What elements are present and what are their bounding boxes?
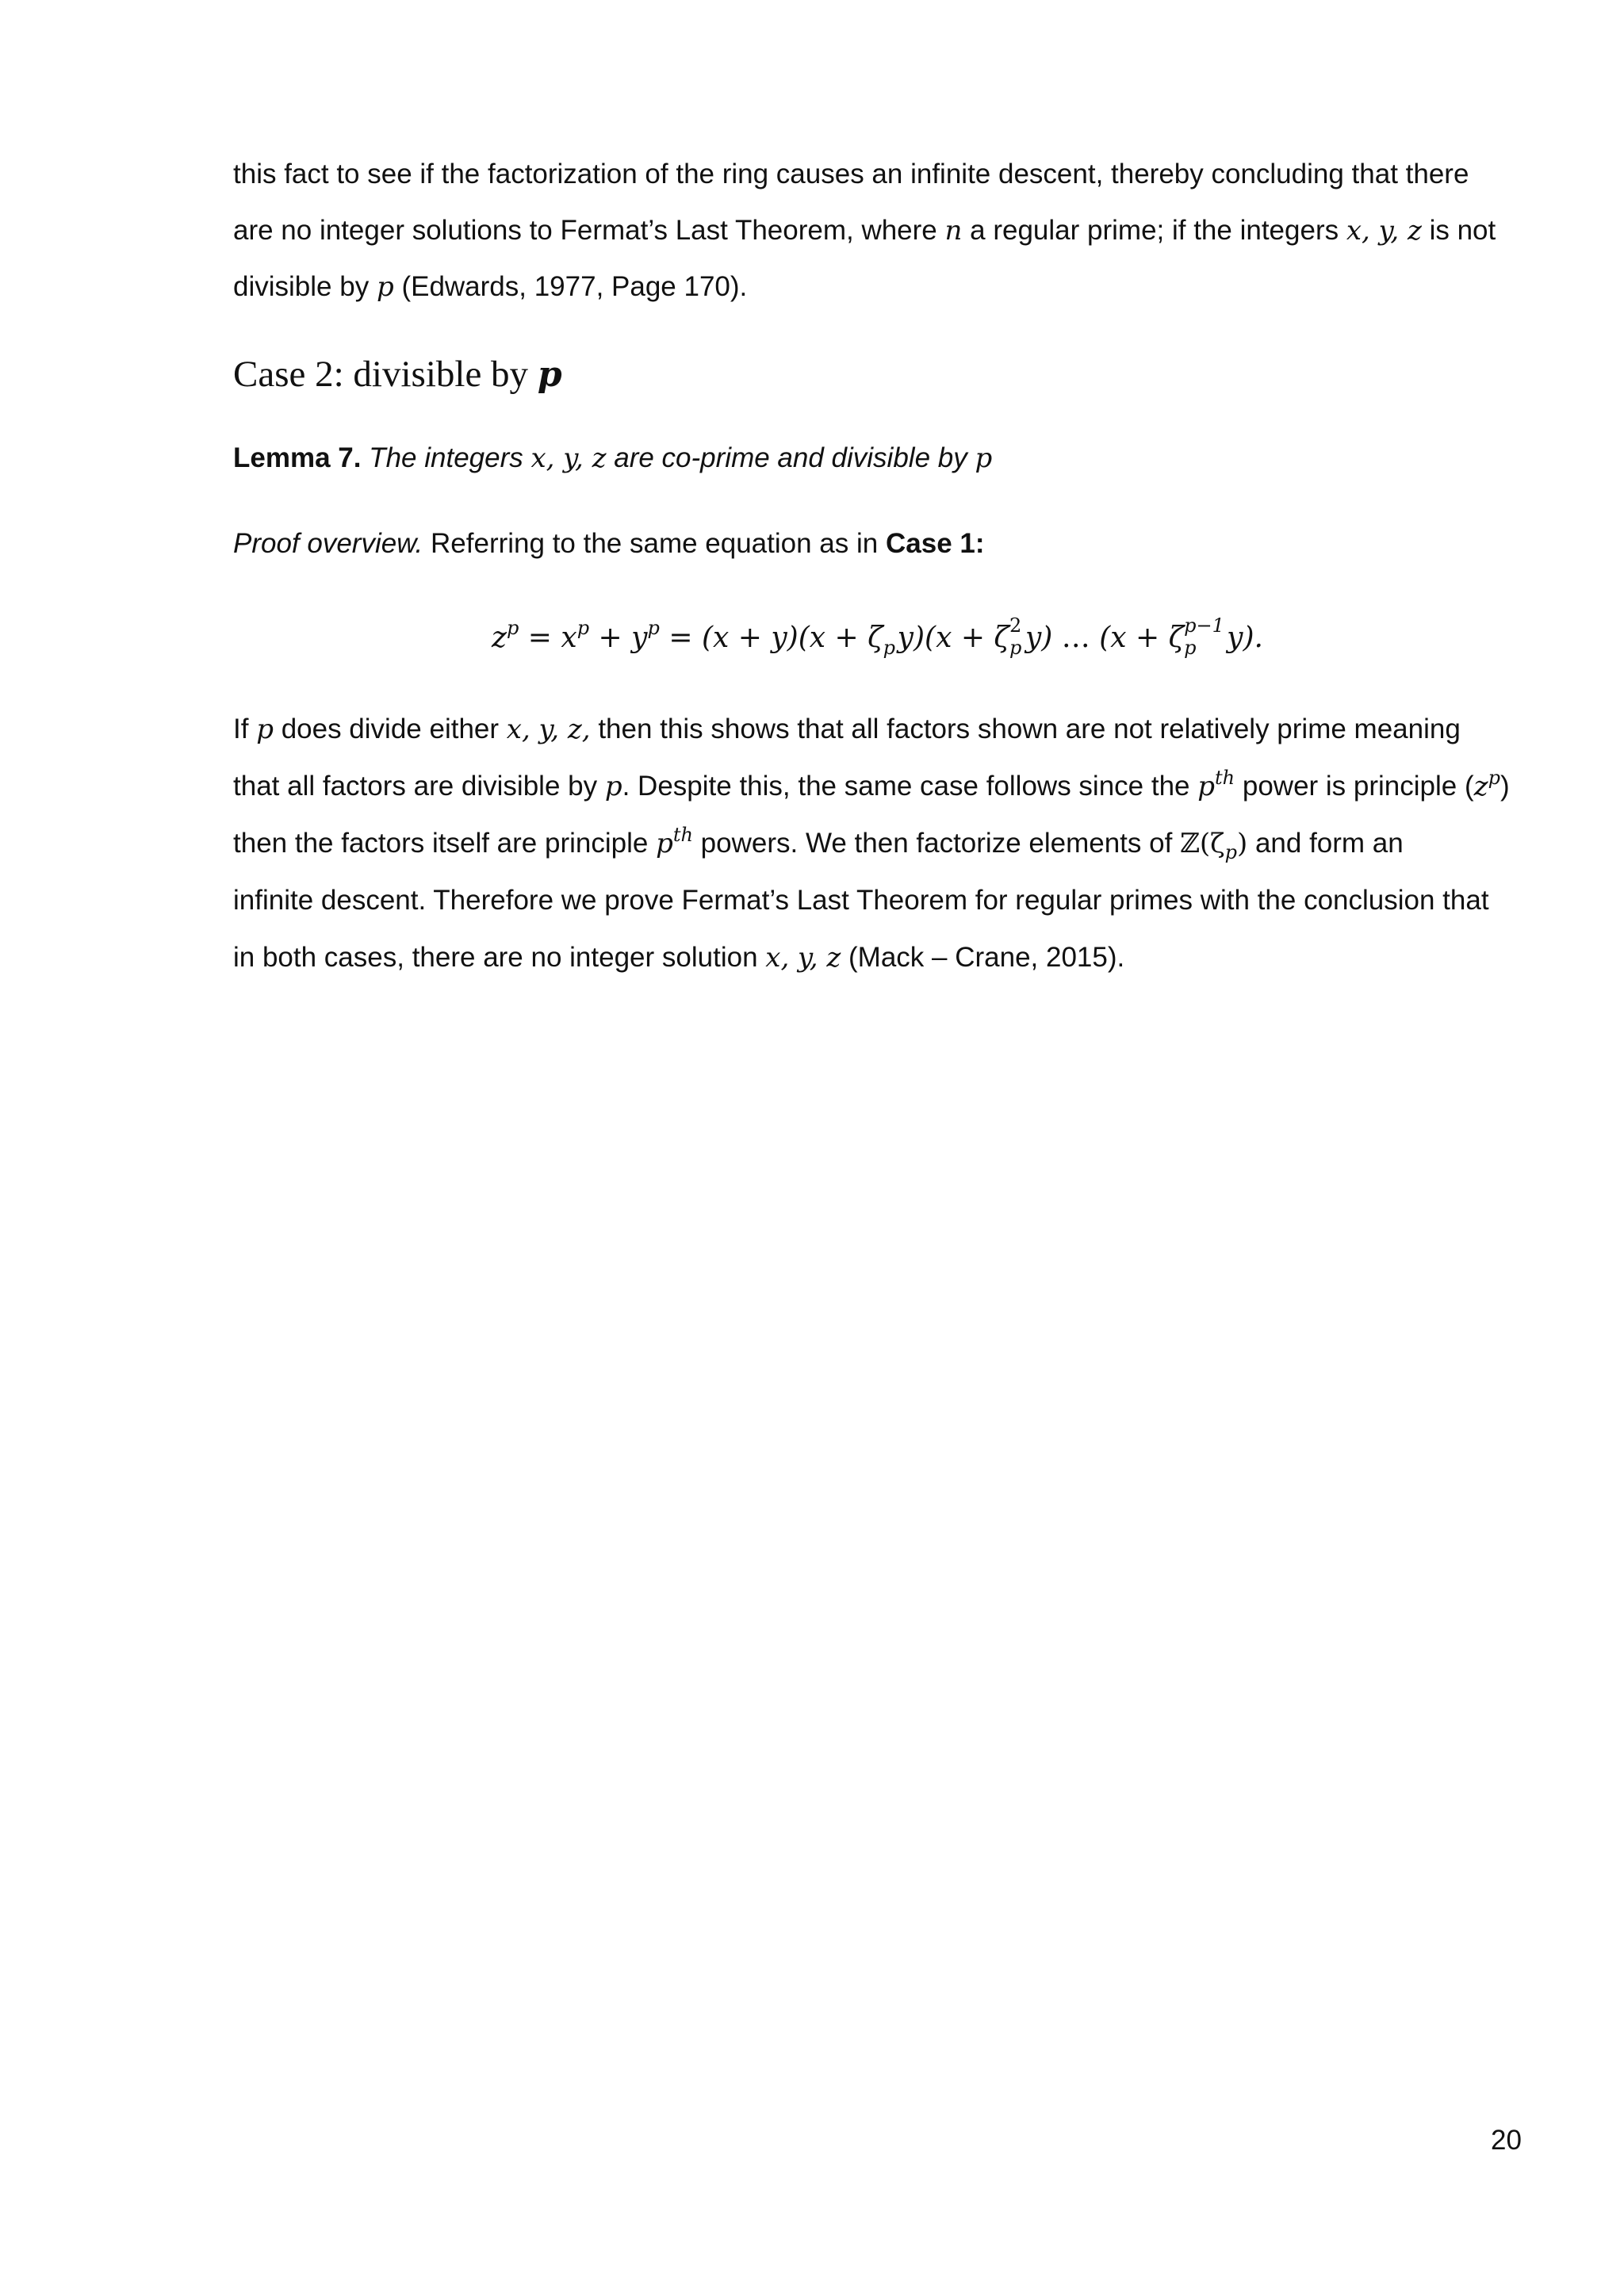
text: are no integer solutions to Fermat’s Last Theorem, where: [233, 215, 937, 246]
text: does divide either: [281, 714, 500, 744]
proof-text: Referring to the same equation as in: [431, 528, 879, 559]
text: powers. We then factorize elements of: [700, 828, 1173, 859]
math-variable: p: [1197, 771, 1216, 802]
math-ring-close: ): [1236, 828, 1248, 859]
text: then this shows that all factors shown are not relatively prime meaning: [598, 714, 1461, 744]
eq-subscript: p: [1184, 637, 1197, 659]
eq-zeta-index: [883, 615, 898, 659]
eq-zeta-index: [1184, 614, 1227, 659]
eq-subscript: p: [883, 637, 896, 659]
heading-text: Case 2: divisible by: [233, 354, 529, 395]
eq-equals: =: [659, 622, 702, 654]
math-variables: x, y, z: [1346, 215, 1422, 247]
text: that all factors are divisible by: [233, 771, 598, 802]
text: (Edwards, 1977, Page 170).: [401, 271, 748, 302]
eq-exponent: p: [647, 617, 660, 639]
display-equation: [492, 610, 1263, 668]
math-variables: x, y, z: [530, 442, 607, 474]
eq-factor-2-open: (x + ζ: [798, 622, 883, 654]
math-ring: ℤ(ζ: [1180, 828, 1225, 859]
math-variable: p: [656, 828, 673, 859]
proof-overview: [233, 515, 1518, 572]
eq-equals: =: [519, 622, 561, 654]
eq-exponent: p: [506, 617, 519, 639]
text: this fact to see if the factorization of the ring causes an infinite descent, thereby concluding that there: [233, 159, 1469, 189]
math-variable: z: [1473, 771, 1488, 802]
text: and form an: [1254, 828, 1404, 859]
math-variables: x, y, z: [765, 942, 841, 974]
math-variable: n: [944, 215, 963, 247]
text: infinite descent. Therefore we prove Fermat’s Last Theorem for regular primes with the conclusion that: [233, 885, 1489, 916]
math-superscript: th: [1215, 767, 1235, 789]
paragraph-1-line-2: [233, 202, 1518, 259]
paragraph-2-line-5: [233, 929, 1518, 986]
lemma-statement: [233, 430, 1518, 487]
paragraph-2-line-1: [233, 701, 1518, 758]
paragraph-2-line-4: [233, 872, 1518, 928]
math-variable: p: [256, 714, 274, 745]
eq-x: x: [561, 622, 577, 654]
math-variable: p: [975, 442, 993, 474]
math-superscript: p: [1488, 767, 1500, 789]
math-variables: x, y, z,: [506, 714, 591, 745]
math-superscript: th: [672, 824, 693, 846]
case-reference: Case 1:: [885, 528, 985, 559]
eq-factor-3-open: (x + ζ: [925, 622, 1009, 654]
eq-factor-4-open: (x + ζ: [1099, 622, 1185, 654]
math-variable: p: [376, 271, 394, 303]
paragraph-1-line-1: [233, 146, 1518, 202]
eq-z: z: [492, 622, 507, 654]
text: . Despite this, the same case follows since the: [622, 771, 1190, 802]
eq-factor-3-close: y): [1025, 622, 1053, 654]
eq-superscript: 2: [1009, 614, 1022, 637]
proof-label: Proof overview.: [233, 528, 423, 559]
eq-factor-4-close: y).: [1227, 622, 1263, 654]
eq-factor-1: (x + y): [701, 622, 799, 654]
eq-y: y: [631, 622, 648, 654]
eq-superscript: p−1: [1184, 614, 1224, 637]
heading-math-variable: p: [537, 354, 562, 395]
text: divisible by: [233, 271, 370, 302]
eq-ellipsis: …: [1052, 622, 1100, 654]
text: ): [1500, 771, 1510, 802]
eq-zeta-index: [1009, 614, 1025, 659]
text: is not: [1429, 215, 1496, 246]
eq-exponent: p: [576, 617, 590, 639]
text: in both cases, there are no integer solution: [233, 942, 758, 973]
eq-factor-2-close: y): [897, 622, 925, 654]
text: then the factors itself are principle: [233, 828, 649, 859]
section-heading: [233, 350, 562, 399]
math-subscript: p: [1224, 841, 1237, 863]
eq-plus: +: [589, 622, 632, 654]
page-number: 20: [1491, 2125, 1522, 2156]
text: a regular prime; if the integers: [970, 215, 1339, 246]
lemma-text: are co-prime and divisible by: [614, 442, 967, 473]
eq-subscript: p: [1009, 637, 1022, 659]
lemma-label: Lemma 7.: [233, 442, 362, 473]
text: If: [233, 714, 249, 744]
math-variable: p: [604, 771, 622, 802]
paragraph-2-line-2: [233, 758, 1518, 815]
paragraph-2-line-3: [233, 815, 1518, 872]
text: (Mack – Crane, 2015).: [848, 942, 1125, 973]
paragraph-1-line-3: [233, 258, 1518, 316]
lemma-text: The integers: [369, 442, 523, 473]
text: power is principle (: [1242, 771, 1474, 802]
